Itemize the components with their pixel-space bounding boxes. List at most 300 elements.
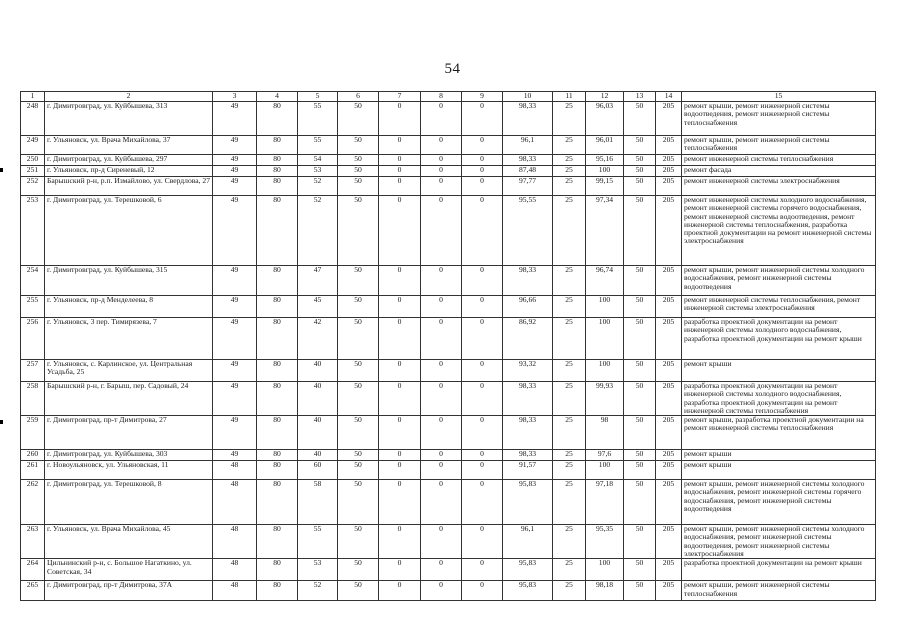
value-cell: 0 — [462, 450, 503, 461]
value-cell: 0 — [379, 102, 421, 136]
value-cell: 205 — [656, 136, 682, 155]
value-cell: 0 — [421, 416, 462, 450]
value-cell: 96,1 — [503, 136, 553, 155]
works-cell: ремонт крыши, ремонт инженерной системы холодного водоснабжения, ремонт инженерной системы водоотведения, ремонт инженерной системы электроснабжения — [682, 525, 876, 559]
value-cell: 93,32 — [503, 360, 553, 382]
value-cell: 49 — [213, 450, 257, 461]
value-cell: 0 — [421, 480, 462, 525]
value-cell: 0 — [462, 155, 503, 166]
value-cell: 96,03 — [586, 102, 624, 136]
value-cell: 98,33 — [503, 416, 553, 450]
value-cell: 0 — [421, 318, 462, 360]
value-cell: 97,6 — [586, 450, 624, 461]
value-cell: 48 — [213, 461, 257, 480]
value-cell: 45 — [298, 296, 338, 318]
value-cell: 49 — [213, 196, 257, 266]
value-cell: 0 — [379, 559, 421, 581]
value-cell: 100 — [586, 296, 624, 318]
address-cell: г. Димитровград, ул. Терешковой, 8 — [45, 480, 213, 525]
value-cell: 96,01 — [586, 136, 624, 155]
value-cell: 205 — [656, 166, 682, 177]
value-cell: 0 — [379, 581, 421, 601]
works-cell: ремонт крыши — [682, 360, 876, 382]
value-cell: 96,74 — [586, 266, 624, 296]
row-number-cell: 257 — [21, 360, 45, 382]
value-cell: 0 — [462, 102, 503, 136]
value-cell: 205 — [656, 296, 682, 318]
value-cell: 95,83 — [503, 559, 553, 581]
value-cell: 54 — [298, 155, 338, 166]
row-number-cell: 249 — [21, 136, 45, 155]
value-cell: 50 — [624, 581, 656, 601]
value-cell: 205 — [656, 480, 682, 525]
value-cell: 25 — [553, 360, 586, 382]
value-cell: 95,83 — [503, 581, 553, 601]
value-cell: 50 — [624, 416, 656, 450]
value-cell: 49 — [213, 136, 257, 155]
value-cell: 0 — [379, 416, 421, 450]
value-cell: 50 — [624, 196, 656, 266]
value-cell: 50 — [338, 416, 379, 450]
value-cell: 205 — [656, 581, 682, 601]
value-cell: 0 — [379, 360, 421, 382]
column-header: 8 — [421, 92, 462, 102]
value-cell: 98,33 — [503, 266, 553, 296]
value-cell: 80 — [257, 196, 298, 266]
value-cell: 50 — [338, 461, 379, 480]
address-cell: Цильнинский р-н, с. Большое Нагаткино, ул. Советская, 34 — [45, 559, 213, 581]
value-cell: 49 — [213, 266, 257, 296]
column-header: 13 — [624, 92, 656, 102]
works-cell: ремонт инженерной системы холодного водоснабжения, ремонт инженерной системы горячего водоснабжения, ремонт инженерной системы водоотведения, ремонт инженерной системы теплоснабжения, разработка проектной документации на ремонт инженерной системы электроснабжения — [682, 196, 876, 266]
value-cell: 25 — [553, 136, 586, 155]
column-header: 14 — [656, 92, 682, 102]
value-cell: 0 — [421, 559, 462, 581]
value-cell: 205 — [656, 177, 682, 196]
works-cell: ремонт инженерной системы электроснабжения — [682, 177, 876, 196]
address-cell: г. Димитровград, ул. Куйбышева, 303 — [45, 450, 213, 461]
value-cell: 0 — [462, 360, 503, 382]
address-cell: г. Ульяновск, ул. Врача Михайлова, 45 — [45, 525, 213, 559]
table-body — [21, 102, 876, 601]
works-cell: ремонт крыши — [682, 461, 876, 480]
value-cell: 100 — [586, 360, 624, 382]
value-cell: 52 — [298, 581, 338, 601]
column-header: 10 — [503, 92, 553, 102]
value-cell: 80 — [257, 461, 298, 480]
value-cell: 50 — [624, 155, 656, 166]
column-header: 11 — [553, 92, 586, 102]
value-cell: 0 — [421, 196, 462, 266]
value-cell: 0 — [462, 296, 503, 318]
value-cell: 91,57 — [503, 461, 553, 480]
value-cell: 0 — [462, 318, 503, 360]
value-cell: 80 — [257, 525, 298, 559]
value-cell: 48 — [213, 581, 257, 601]
row-number-cell: 261 — [21, 461, 45, 480]
value-cell: 50 — [624, 559, 656, 581]
address-cell: г. Ульяновск, пр-д Сиреневый, 12 — [45, 166, 213, 177]
value-cell: 50 — [338, 266, 379, 296]
row-number-cell: 263 — [21, 525, 45, 559]
column-header: 1 — [21, 92, 45, 102]
value-cell: 0 — [462, 416, 503, 450]
value-cell: 50 — [338, 581, 379, 601]
value-cell: 60 — [298, 461, 338, 480]
row-number-cell: 256 — [21, 318, 45, 360]
value-cell: 0 — [379, 461, 421, 480]
value-cell: 205 — [656, 318, 682, 360]
column-header: 5 — [298, 92, 338, 102]
value-cell: 58 — [298, 480, 338, 525]
works-cell: ремонт инженерной системы теплоснабжения, ремонт инженерной системы электроснабжения — [682, 296, 876, 318]
address-cell: Барышский р-н, г. Барыш, пер. Садовый, 24 — [45, 382, 213, 416]
row-number-cell: 248 — [21, 102, 45, 136]
value-cell: 25 — [553, 525, 586, 559]
column-header: 7 — [379, 92, 421, 102]
value-cell: 100 — [586, 461, 624, 480]
value-cell: 50 — [624, 461, 656, 480]
value-cell: 50 — [338, 177, 379, 196]
binding-hole — [0, 420, 3, 424]
value-cell: 0 — [379, 155, 421, 166]
value-cell: 96,1 — [503, 525, 553, 559]
address-cell: г. Ульяновск, с. Карлинское, ул. Центральная Усадьба, 25 — [45, 360, 213, 382]
row-number-cell: 252 — [21, 177, 45, 196]
value-cell: 80 — [257, 155, 298, 166]
table-row — [21, 166, 876, 177]
address-cell: г. Ульяновск, пр-д Менделеева, 8 — [45, 296, 213, 318]
value-cell: 80 — [257, 480, 298, 525]
value-cell: 205 — [656, 559, 682, 581]
value-cell: 50 — [338, 296, 379, 318]
value-cell: 0 — [421, 296, 462, 318]
value-cell: 0 — [379, 296, 421, 318]
value-cell: 25 — [553, 416, 586, 450]
value-cell: 25 — [553, 480, 586, 525]
value-cell: 25 — [553, 461, 586, 480]
value-cell: 0 — [421, 450, 462, 461]
works-cell: ремонт крыши, ремонт инженерной системы водоотведения, ремонт инженерной системы теплоснабжения — [682, 102, 876, 136]
table-row — [21, 360, 876, 382]
value-cell: 98 — [586, 416, 624, 450]
table-row — [21, 296, 876, 318]
table-row — [21, 416, 876, 450]
table-row — [21, 266, 876, 296]
value-cell: 80 — [257, 450, 298, 461]
value-cell: 205 — [656, 196, 682, 266]
row-number-cell: 265 — [21, 581, 45, 601]
value-cell: 80 — [257, 177, 298, 196]
table-container — [20, 91, 876, 601]
row-number-cell: 250 — [21, 155, 45, 166]
value-cell: 25 — [553, 102, 586, 136]
row-number-cell: 260 — [21, 450, 45, 461]
value-cell: 80 — [257, 416, 298, 450]
data-table — [20, 91, 876, 601]
value-cell: 50 — [624, 102, 656, 136]
value-cell: 80 — [257, 382, 298, 416]
value-cell: 0 — [379, 450, 421, 461]
value-cell: 80 — [257, 318, 298, 360]
works-cell: разработка проектной документации на ремонт крыши — [682, 559, 876, 581]
value-cell: 0 — [421, 136, 462, 155]
value-cell: 0 — [462, 581, 503, 601]
address-cell: г. Ульяновск, ул. Врача Михайлова, 37 — [45, 136, 213, 155]
value-cell: 0 — [421, 525, 462, 559]
value-cell: 47 — [298, 266, 338, 296]
table-row — [21, 480, 876, 525]
column-header: 15 — [682, 92, 876, 102]
value-cell: 0 — [462, 196, 503, 266]
value-cell: 0 — [421, 155, 462, 166]
value-cell: 50 — [338, 450, 379, 461]
row-number-cell: 251 — [21, 166, 45, 177]
table-row — [21, 196, 876, 266]
value-cell: 95,55 — [503, 196, 553, 266]
value-cell: 0 — [421, 102, 462, 136]
value-cell: 86,92 — [503, 318, 553, 360]
value-cell: 80 — [257, 266, 298, 296]
binding-hole — [0, 168, 3, 172]
value-cell: 55 — [298, 525, 338, 559]
value-cell: 25 — [553, 155, 586, 166]
value-cell: 49 — [213, 318, 257, 360]
address-cell: г. Димитровград, ул. Куйбышева, 313 — [45, 102, 213, 136]
value-cell: 50 — [338, 525, 379, 559]
value-cell: 25 — [553, 266, 586, 296]
value-cell: 25 — [553, 166, 586, 177]
value-cell: 95,16 — [586, 155, 624, 166]
value-cell: 0 — [462, 136, 503, 155]
value-cell: 205 — [656, 155, 682, 166]
address-cell: г. Димитровград, ул. Терешковой, 6 — [45, 196, 213, 266]
value-cell: 0 — [379, 266, 421, 296]
value-cell: 205 — [656, 450, 682, 461]
value-cell: 52 — [298, 177, 338, 196]
works-cell: ремонт крыши, ремонт инженерной системы теплоснабжения — [682, 136, 876, 155]
value-cell: 49 — [213, 177, 257, 196]
table-row — [21, 581, 876, 601]
value-cell: 0 — [462, 177, 503, 196]
works-cell: ремонт инженерной системы теплоснабжения — [682, 155, 876, 166]
value-cell: 25 — [553, 196, 586, 266]
value-cell: 50 — [624, 450, 656, 461]
address-cell: г. Ульяновск, 3 пер. Тимирязева, 7 — [45, 318, 213, 360]
row-number-cell: 254 — [21, 266, 45, 296]
value-cell: 25 — [553, 581, 586, 601]
value-cell: 205 — [656, 360, 682, 382]
value-cell: 99,93 — [586, 382, 624, 416]
table-row — [21, 382, 876, 416]
value-cell: 0 — [462, 525, 503, 559]
value-cell: 95,83 — [503, 480, 553, 525]
value-cell: 100 — [586, 559, 624, 581]
value-cell: 49 — [213, 416, 257, 450]
works-cell: ремонт фасада — [682, 166, 876, 177]
value-cell: 50 — [338, 360, 379, 382]
value-cell: 50 — [338, 102, 379, 136]
value-cell: 40 — [298, 360, 338, 382]
works-cell: разработка проектной документации на ремонт инженерной системы холодного водоснабжения, разработка проектной документации на ремонт крыши — [682, 318, 876, 360]
value-cell: 80 — [257, 136, 298, 155]
value-cell: 100 — [586, 318, 624, 360]
address-cell: г. Димитровград, ул. Куйбышева, 315 — [45, 266, 213, 296]
value-cell: 0 — [379, 196, 421, 266]
value-cell: 50 — [338, 318, 379, 360]
works-cell: разработка проектной документации на ремонт инженерной системы холодного водоснабжения, разработка проектной документации на ремонт инженерной системы теплоснабжения — [682, 382, 876, 416]
value-cell: 50 — [624, 136, 656, 155]
value-cell: 40 — [298, 450, 338, 461]
works-cell: ремонт крыши, ремонт инженерной системы теплоснабжения — [682, 581, 876, 601]
row-number-cell: 253 — [21, 196, 45, 266]
value-cell: 49 — [213, 155, 257, 166]
table-row — [21, 461, 876, 480]
value-cell: 50 — [624, 360, 656, 382]
column-header: 12 — [586, 92, 624, 102]
value-cell: 0 — [379, 480, 421, 525]
value-cell: 50 — [338, 136, 379, 155]
column-header: 9 — [462, 92, 503, 102]
value-cell: 0 — [462, 461, 503, 480]
table-row — [21, 177, 876, 196]
value-cell: 0 — [462, 382, 503, 416]
address-cell: г. Новоульяновск, ул. Ульяновская, 11 — [45, 461, 213, 480]
value-cell: 0 — [421, 266, 462, 296]
value-cell: 50 — [624, 266, 656, 296]
value-cell: 0 — [379, 136, 421, 155]
value-cell: 42 — [298, 318, 338, 360]
value-cell: 205 — [656, 102, 682, 136]
value-cell: 25 — [553, 450, 586, 461]
value-cell: 48 — [213, 525, 257, 559]
value-cell: 0 — [421, 461, 462, 480]
value-cell: 97,18 — [586, 480, 624, 525]
value-cell: 55 — [298, 136, 338, 155]
value-cell: 50 — [338, 155, 379, 166]
value-cell: 50 — [624, 166, 656, 177]
value-cell: 52 — [298, 196, 338, 266]
value-cell: 0 — [421, 382, 462, 416]
value-cell: 53 — [298, 559, 338, 581]
value-cell: 80 — [257, 360, 298, 382]
row-number-cell: 258 — [21, 382, 45, 416]
value-cell: 50 — [338, 559, 379, 581]
value-cell: 0 — [379, 318, 421, 360]
value-cell: 25 — [553, 318, 586, 360]
value-cell: 25 — [553, 559, 586, 581]
table-row — [21, 155, 876, 166]
table-row — [21, 136, 876, 155]
value-cell: 50 — [624, 177, 656, 196]
address-cell: Барышский р-н, р.п. Измайлово, ул. Свердлова, 27 — [45, 177, 213, 196]
value-cell: 48 — [213, 559, 257, 581]
row-number-cell: 255 — [21, 296, 45, 318]
value-cell: 50 — [338, 382, 379, 416]
column-header: 4 — [257, 92, 298, 102]
value-cell: 49 — [213, 382, 257, 416]
value-cell: 0 — [379, 166, 421, 177]
value-cell: 49 — [213, 360, 257, 382]
value-cell: 0 — [379, 177, 421, 196]
value-cell: 205 — [656, 525, 682, 559]
value-cell: 50 — [624, 480, 656, 525]
value-cell: 98,33 — [503, 155, 553, 166]
table-row — [21, 450, 876, 461]
value-cell: 55 — [298, 102, 338, 136]
works-cell: ремонт крыши, разработка проектной документации на ремонт инженерной системы теплоснабжения — [682, 416, 876, 450]
value-cell: 0 — [462, 266, 503, 296]
value-cell: 49 — [213, 296, 257, 318]
value-cell: 98,18 — [586, 581, 624, 601]
value-cell: 50 — [624, 382, 656, 416]
value-cell: 96,66 — [503, 296, 553, 318]
value-cell: 48 — [213, 480, 257, 525]
value-cell: 80 — [257, 166, 298, 177]
value-cell: 98,33 — [503, 382, 553, 416]
value-cell: 50 — [338, 480, 379, 525]
row-number-cell: 259 — [21, 416, 45, 450]
value-cell: 98,33 — [503, 450, 553, 461]
address-cell: г. Димитровград, пр-т Димитрова, 37А — [45, 581, 213, 601]
value-cell: 95,35 — [586, 525, 624, 559]
row-number-cell: 264 — [21, 559, 45, 581]
works-cell: ремонт крыши, ремонт инженерной системы холодного водоснабжения, ремонт инженерной системы горячего водоснабжения, ремонт инженерной системы водоотведения — [682, 480, 876, 525]
column-header: 3 — [213, 92, 257, 102]
value-cell: 205 — [656, 416, 682, 450]
value-cell: 80 — [257, 296, 298, 318]
value-cell: 49 — [213, 166, 257, 177]
table-row — [21, 102, 876, 136]
header-row — [21, 92, 876, 102]
value-cell: 87,48 — [503, 166, 553, 177]
value-cell: 25 — [553, 177, 586, 196]
value-cell: 99,15 — [586, 177, 624, 196]
value-cell: 50 — [338, 166, 379, 177]
works-cell: ремонт крыши — [682, 450, 876, 461]
value-cell: 97,34 — [586, 196, 624, 266]
address-cell: г. Димитровград, ул. Куйбышева, 297 — [45, 155, 213, 166]
value-cell: 80 — [257, 102, 298, 136]
value-cell: 97,77 — [503, 177, 553, 196]
value-cell: 0 — [462, 166, 503, 177]
table-row — [21, 318, 876, 360]
value-cell: 50 — [624, 525, 656, 559]
table-row — [21, 559, 876, 581]
value-cell: 53 — [298, 166, 338, 177]
value-cell: 205 — [656, 266, 682, 296]
value-cell: 205 — [656, 382, 682, 416]
row-number-cell: 262 — [21, 480, 45, 525]
value-cell: 98,33 — [503, 102, 553, 136]
works-cell: ремонт крыши, ремонт инженерной системы холодного водоснабжения, ремонт инженерной системы водоотведения — [682, 266, 876, 296]
value-cell: 0 — [421, 360, 462, 382]
value-cell: 49 — [213, 102, 257, 136]
value-cell: 0 — [379, 525, 421, 559]
value-cell: 0 — [462, 480, 503, 525]
value-cell: 50 — [338, 196, 379, 266]
value-cell: 50 — [624, 296, 656, 318]
value-cell: 25 — [553, 382, 586, 416]
column-header: 6 — [338, 92, 379, 102]
table-row — [21, 525, 876, 559]
value-cell: 0 — [421, 581, 462, 601]
value-cell: 100 — [586, 166, 624, 177]
value-cell: 0 — [421, 166, 462, 177]
value-cell: 50 — [624, 318, 656, 360]
value-cell: 0 — [379, 382, 421, 416]
value-cell: 80 — [257, 581, 298, 601]
